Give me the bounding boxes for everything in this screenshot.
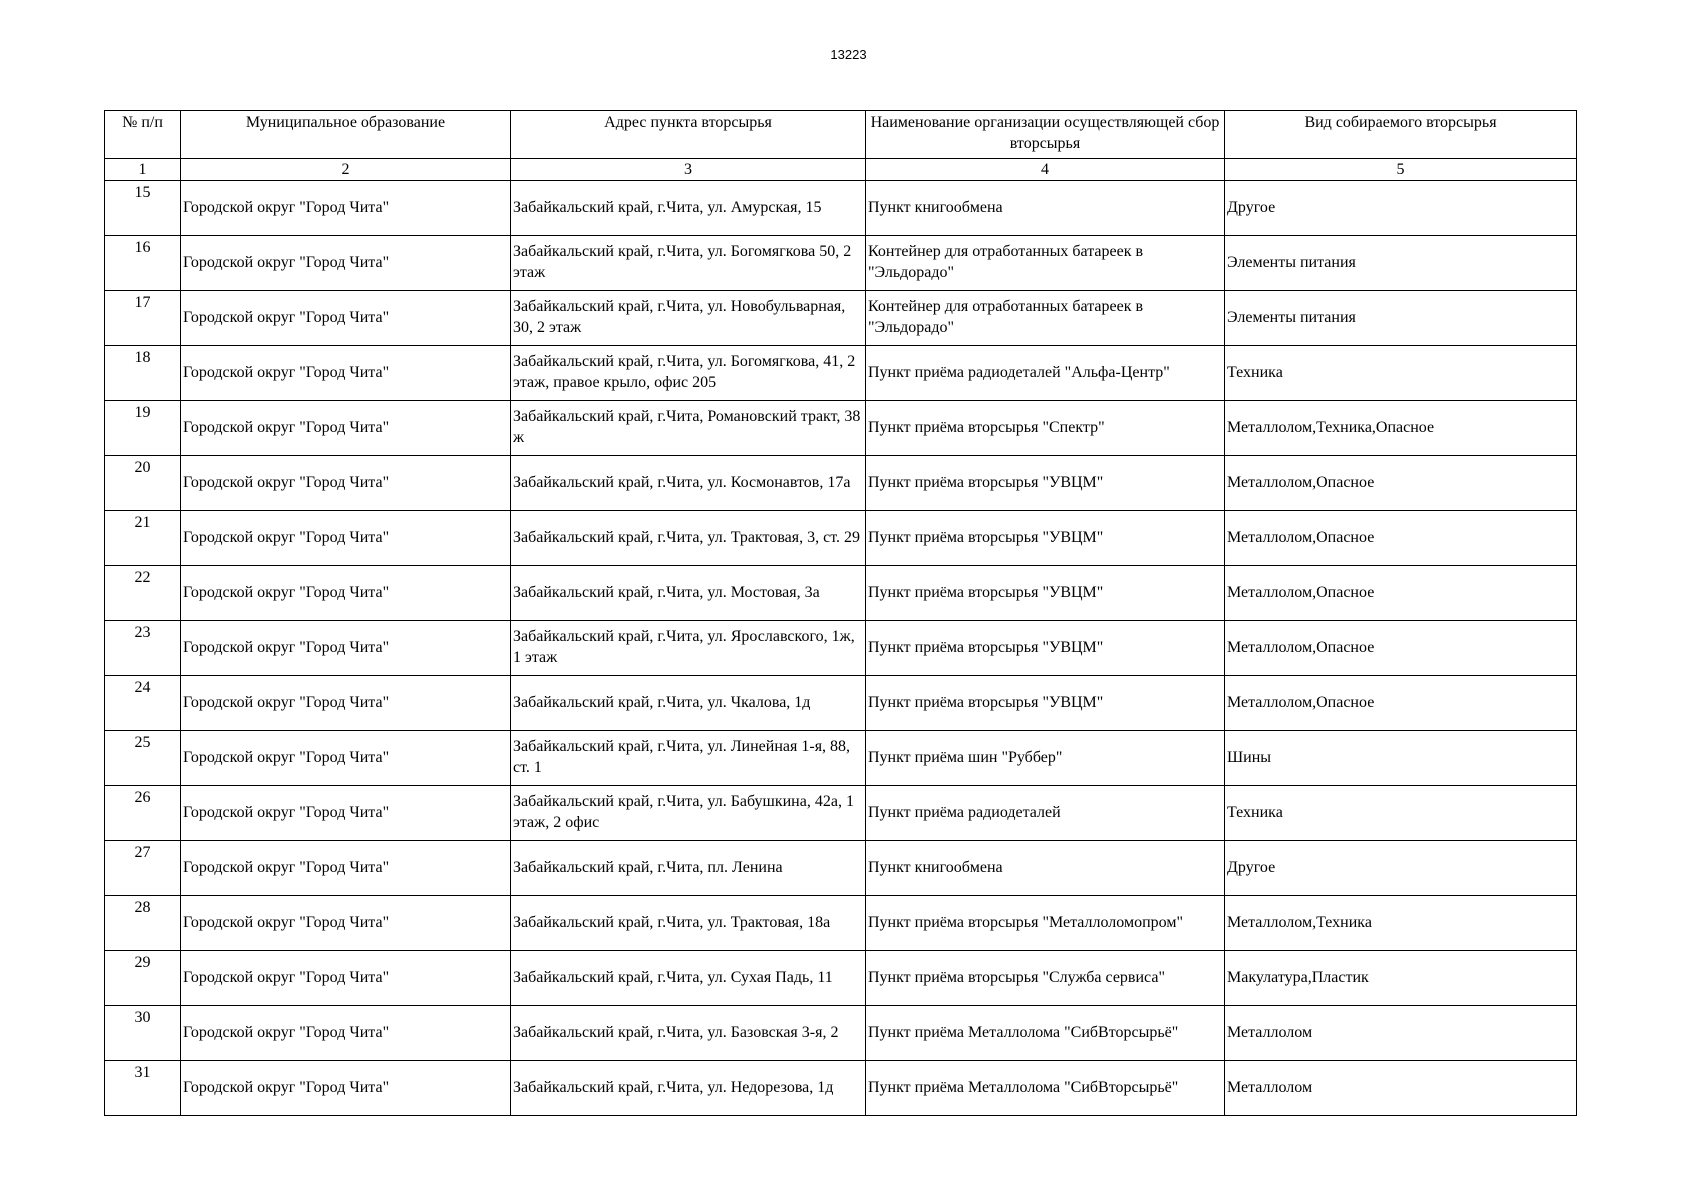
table-row: [105, 896, 1577, 951]
address-cell-text: Забайкальский край, г.Чита, ул. Трактовая, 3, ст. 29: [513, 528, 861, 546]
table-body: [105, 181, 1577, 1116]
address-cell-text: Забайкальский край, г.Чита, ул. Ярославского, 1ж, 1 этаж: [513, 628, 855, 666]
municipality-cell-text: Городской округ "Город Чита": [183, 583, 390, 601]
recyclable-type-cell: [1225, 511, 1577, 566]
row-number-cell: [105, 181, 181, 236]
municipality-cell: [181, 1006, 511, 1061]
address-cell-text: Забайкальский край, г.Чита, ул. Трактовая, 18а: [513, 913, 831, 931]
organization-cell: [866, 291, 1225, 346]
recyclable-type-cell-text: Элементы питания: [1227, 253, 1356, 271]
row-number-cell: [105, 841, 181, 896]
organization-cell: [866, 786, 1225, 841]
municipality-cell-text: Городской округ "Город Чита": [183, 638, 390, 656]
municipality-cell: [181, 236, 511, 291]
municipality-cell-text: Городской округ "Город Чита": [183, 418, 390, 436]
row-number-cell: [105, 786, 181, 841]
municipality-cell: [181, 291, 511, 346]
table-row: [105, 291, 1577, 346]
table-row: [105, 346, 1577, 401]
table-row: [105, 236, 1577, 291]
address-cell-text: Забайкальский край, г.Чита, пл. Ленина: [513, 858, 783, 876]
row-number-cell: [105, 511, 181, 566]
recyclable-type-cell-text: Металлолом,Опасное: [1227, 583, 1375, 601]
organization-cell-text: Пункт книгообмена: [868, 858, 1003, 876]
column-number: 4: [866, 159, 1225, 181]
address-cell-text: Забайкальский край, г.Чита, Романовский тракт, 38 ж: [513, 408, 861, 446]
recyclable-type-cell-text: Элементы питания: [1227, 308, 1356, 326]
recyclable-type-cell-text: Металлолом,Опасное: [1227, 693, 1375, 711]
municipality-cell: [181, 786, 511, 841]
municipality-cell: [181, 346, 511, 401]
organization-cell-text: Пункт приёма вторсырья "УВЦМ": [868, 528, 1104, 546]
address-cell: [511, 786, 866, 841]
table-row: [105, 841, 1577, 896]
column-number: 1: [105, 159, 181, 181]
recyclable-type-cell: [1225, 291, 1577, 346]
recyclable-type-cell-text: Другое: [1227, 198, 1276, 216]
recyclable-type-cell: [1225, 456, 1577, 511]
table-row: [105, 401, 1577, 456]
organization-cell: [866, 731, 1225, 786]
municipality-cell-text: Городской округ "Город Чита": [183, 363, 390, 381]
municipality-cell: [181, 181, 511, 236]
address-cell-text: Забайкальский край, г.Чита, ул. Амурская, 15: [513, 198, 822, 216]
municipality-cell: [181, 731, 511, 786]
address-cell: [511, 566, 866, 621]
row-number-cell: [105, 896, 181, 951]
address-cell-text: Забайкальский край, г.Чита, ул. Сухая Падь, 11: [513, 968, 833, 986]
address-cell: [511, 346, 866, 401]
column-number: 2: [181, 159, 511, 181]
organization-cell-text: Пункт приёма радиодеталей "Альфа-Центр": [868, 363, 1170, 381]
address-cell-text: Забайкальский край, г.Чита, ул. Новобульварная, 30, 2 этаж: [513, 298, 846, 336]
address-cell: [511, 236, 866, 291]
row-number-cell-text: 23: [134, 624, 151, 641]
address-cell-text: Забайкальский край, г.Чита, ул. Богомягкова 50, 2 этаж: [513, 243, 852, 281]
row-number-cell-text: 15: [134, 184, 151, 201]
address-cell-text: Забайкальский край, г.Чита, ул. Космонавтов, 17а: [513, 473, 851, 491]
recyclable-type-cell: [1225, 896, 1577, 951]
organization-cell: [866, 566, 1225, 621]
recyclable-type-cell: [1225, 731, 1577, 786]
row-number-cell-text: 25: [134, 734, 151, 751]
header-cell-municipality: Муниципальное образование: [181, 111, 511, 159]
recyclable-type-cell-text: Шины: [1227, 748, 1272, 766]
recyclable-type-cell: [1225, 951, 1577, 1006]
row-number-cell-text: 16: [134, 239, 151, 256]
header-cell-num: № п/п: [105, 111, 181, 159]
row-number-cell: [105, 1061, 181, 1116]
recyclable-type-cell: [1225, 1061, 1577, 1116]
row-number-cell: [105, 346, 181, 401]
address-cell: [511, 1061, 866, 1116]
municipality-cell-text: Городской округ "Город Чита": [183, 803, 390, 821]
organization-cell-text: Пункт приёма Металлолома "СибВторсырьё": [868, 1023, 1179, 1041]
organization-cell-text: Пункт приёма вторсырья "Спектр": [868, 418, 1105, 436]
organization-cell: [866, 841, 1225, 896]
organization-cell-text: Пункт приёма вторсырья "УВЦМ": [868, 473, 1104, 491]
municipality-cell-text: Городской округ "Город Чита": [183, 1023, 390, 1041]
recyclable-type-cell-text: Металлолом,Опасное: [1227, 638, 1375, 656]
row-number-cell-text: 21: [134, 514, 151, 531]
municipality-cell-text: Городской округ "Город Чита": [183, 693, 390, 711]
row-number-cell-text: 31: [134, 1064, 151, 1081]
table-row: [105, 951, 1577, 1006]
address-cell-text: Забайкальский край, г.Чита, ул. Богомягкова, 41, 2 этаж, правое крыло, офис 205: [513, 353, 856, 391]
address-cell: [511, 401, 866, 456]
municipality-cell: [181, 401, 511, 456]
address-cell: [511, 841, 866, 896]
municipality-cell-text: Городской округ "Город Чита": [183, 968, 390, 986]
organization-cell-text: Пункт приёма вторсырья "Служба сервиса": [868, 968, 1165, 986]
recyclable-type-cell: [1225, 401, 1577, 456]
municipality-cell: [181, 841, 511, 896]
address-cell: [511, 951, 866, 1006]
address-cell: [511, 676, 866, 731]
row-number-cell-text: 28: [134, 899, 151, 916]
organization-cell: [866, 236, 1225, 291]
row-number-cell: [105, 456, 181, 511]
row-number-cell: [105, 566, 181, 621]
column-number-row: [105, 159, 1577, 181]
recyclable-type-cell: [1225, 841, 1577, 896]
recyclable-type-cell-text: Металлолом: [1227, 1078, 1313, 1096]
row-number-cell: [105, 291, 181, 346]
row-number-cell-text: 29: [134, 954, 151, 971]
recycling-points-table: [104, 110, 1577, 1116]
municipality-cell: [181, 566, 511, 621]
table-row: [105, 1006, 1577, 1061]
municipality-cell: [181, 456, 511, 511]
recyclable-type-cell: [1225, 676, 1577, 731]
row-number-cell: [105, 401, 181, 456]
recyclable-type-cell-text: Металлолом,Опасное: [1227, 473, 1375, 491]
address-cell: [511, 1006, 866, 1061]
table-row: [105, 456, 1577, 511]
recyclable-type-cell: [1225, 181, 1577, 236]
address-cell-text: Забайкальский край, г.Чита, ул. Мостовая, 3а: [513, 583, 820, 601]
municipality-cell-text: Городской округ "Город Чита": [183, 528, 390, 546]
municipality-cell-text: Городской округ "Город Чита": [183, 858, 390, 876]
address-cell-text: Забайкальский край, г.Чита, ул. Базовская 3-я, 2: [513, 1023, 839, 1041]
table-row: [105, 511, 1577, 566]
organization-cell-text: Пункт приёма вторсырья "Металлоломопром": [868, 913, 1184, 931]
organization-cell-text: Контейнер для отработанных батареек в "Эльдорадо": [868, 243, 1144, 281]
table-row: [105, 566, 1577, 621]
organization-cell-text: Пункт приёма вторсырья "УВЦМ": [868, 583, 1104, 601]
organization-cell: [866, 511, 1225, 566]
municipality-cell: [181, 896, 511, 951]
address-cell-text: Забайкальский край, г.Чита, ул. Недорезова, 1д: [513, 1078, 834, 1096]
row-number-cell: [105, 676, 181, 731]
header-cell-type: Вид собираемого вторсырья: [1225, 111, 1577, 159]
organization-cell-text: Пункт приёма радиодеталей: [868, 803, 1061, 821]
municipality-cell: [181, 676, 511, 731]
recyclable-type-cell: [1225, 621, 1577, 676]
organization-cell: [866, 1061, 1225, 1116]
row-number-cell-text: 19: [134, 404, 151, 421]
recyclable-type-cell: [1225, 346, 1577, 401]
address-cell: [511, 511, 866, 566]
recyclable-type-cell: [1225, 1006, 1577, 1061]
organization-cell-text: Пункт приёма шин "Руббер": [868, 748, 1063, 766]
address-cell: [511, 291, 866, 346]
municipality-cell-text: Городской округ "Город Чита": [183, 1078, 390, 1096]
recyclable-type-cell-text: Металлолом: [1227, 1023, 1313, 1041]
row-number-cell-text: 20: [134, 459, 151, 476]
organization-cell: [866, 1006, 1225, 1061]
row-number-cell: [105, 621, 181, 676]
municipality-cell-text: Городской округ "Город Чита": [183, 308, 390, 326]
recyclable-type-cell-text: Другое: [1227, 858, 1276, 876]
address-cell-text: Забайкальский край, г.Чита, ул. Линейная 1-я, 88, ст. 1: [513, 738, 851, 776]
header-row: [105, 111, 1577, 159]
organization-cell-text: Пункт приёма Металлолома "СибВторсырьё": [868, 1078, 1179, 1096]
table-row: [105, 676, 1577, 731]
municipality-cell-text: Городской округ "Город Чита": [183, 748, 390, 766]
municipality-cell-text: Городской округ "Город Чита": [183, 913, 390, 931]
recyclable-type-cell-text: Металлолом,Опасное: [1227, 528, 1375, 546]
row-number-cell: [105, 731, 181, 786]
municipality-cell: [181, 621, 511, 676]
municipality-cell: [181, 951, 511, 1006]
row-number-cell-text: 22: [134, 569, 151, 586]
table-row: [105, 621, 1577, 676]
organization-cell: [866, 456, 1225, 511]
address-cell: [511, 181, 866, 236]
municipality-cell: [181, 1061, 511, 1116]
organization-cell: [866, 181, 1225, 236]
row-number-cell-text: 26: [134, 789, 151, 806]
organization-cell-text: Контейнер для отработанных батареек в "Эльдорадо": [868, 298, 1144, 336]
address-cell: [511, 621, 866, 676]
organization-cell: [866, 951, 1225, 1006]
row-number-cell: [105, 951, 181, 1006]
address-cell-text: Забайкальский край, г.Чита, ул. Чкалова, 1д: [513, 693, 811, 711]
page-number: 13223: [830, 47, 867, 62]
municipality-cell-text: Городской округ "Город Чита": [183, 473, 390, 491]
row-number-cell: [105, 1006, 181, 1061]
row-number-cell-text: 27: [134, 844, 151, 861]
row-number-cell-text: 24: [134, 679, 151, 696]
municipality-cell-text: Городской округ "Город Чита": [183, 253, 390, 271]
municipality-cell-text: Городской округ "Город Чита": [183, 198, 390, 216]
recyclable-type-cell-text: Макулатура,Пластик: [1227, 968, 1369, 986]
address-cell-text: Забайкальский край, г.Чита, ул. Бабушкина, 42а, 1 этаж, 2 офис: [513, 793, 854, 831]
organization-cell-text: Пункт книгообмена: [868, 198, 1003, 216]
address-cell: [511, 456, 866, 511]
header-cell-organization: Наименование организации осуществляющей сбор вторсырья: [866, 111, 1225, 159]
row-number-cell-text: 17: [134, 294, 151, 311]
row-number-cell: [105, 236, 181, 291]
recyclable-type-cell: [1225, 786, 1577, 841]
table-row: [105, 786, 1577, 841]
table-row: [105, 181, 1577, 236]
recyclable-type-cell-text: Техника: [1227, 363, 1283, 381]
recyclable-type-cell-text: Металлолом,Техника: [1227, 913, 1372, 931]
organization-cell: [866, 676, 1225, 731]
address-cell: [511, 731, 866, 786]
column-number: 5: [1225, 159, 1577, 181]
organization-cell: [866, 401, 1225, 456]
address-cell: [511, 896, 866, 951]
organization-cell: [866, 346, 1225, 401]
recyclable-type-cell: [1225, 566, 1577, 621]
row-number-cell-text: 18: [134, 349, 151, 366]
organization-cell-text: Пункт приёма вторсырья "УВЦМ": [868, 693, 1104, 711]
recyclable-type-cell: [1225, 236, 1577, 291]
organization-cell: [866, 621, 1225, 676]
recyclable-type-cell-text: Техника: [1227, 803, 1283, 821]
recyclable-type-cell-text: Металлолом,Техника,Опасное: [1227, 418, 1435, 436]
table-row: [105, 731, 1577, 786]
header-cell-address: Адрес пункта вторсырья: [511, 111, 866, 159]
municipality-cell: [181, 511, 511, 566]
organization-cell-text: Пункт приёма вторсырья "УВЦМ": [868, 638, 1104, 656]
row-number-cell-text: 30: [134, 1009, 151, 1026]
table-row: [105, 1061, 1577, 1116]
column-number: 3: [511, 159, 866, 181]
organization-cell: [866, 896, 1225, 951]
